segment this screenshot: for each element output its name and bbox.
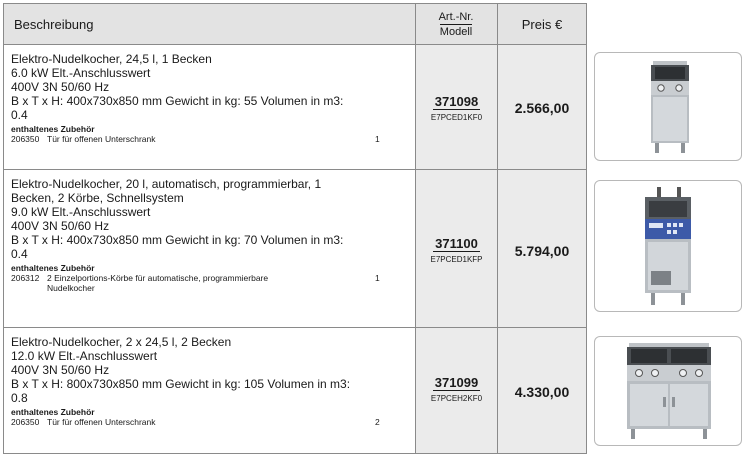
product-spec: B x T x H: 800x730x850 mm Gewicht in kg: 105 Volumen in m3:: [11, 377, 351, 391]
table-row: [4, 45, 586, 170]
accessory-text: 2 Einzelportions-Körbe für automatische, programmierbare Nudelkocher: [47, 273, 269, 293]
product-title: Elektro-Nudelkocher, 20 l, automatisch, programmierbar, 1: [11, 177, 322, 191]
accessory-text: Tür für offenen Unterschrank: [47, 134, 156, 144]
accessories-title: enthaltenes Zubehör: [11, 407, 95, 417]
product-title: Elektro-Nudelkocher, 2 x 24,5 l, 2 Becken: [11, 335, 232, 349]
article-number: 371099: [434, 375, 479, 390]
model-code: E7PCED1KF0: [430, 113, 483, 122]
accessory-qty: 1: [375, 273, 380, 283]
table-row: [4, 328, 586, 453]
table-header: [4, 4, 586, 45]
accessory-line: [11, 273, 411, 293]
description-cell: [4, 45, 415, 169]
product-image: [594, 180, 742, 312]
product-spec: 0.8: [11, 391, 28, 405]
accessory-line: [11, 417, 411, 427]
single-pasta-cooker-icon: [595, 53, 741, 160]
product-spec: 400V 3N 50/60 Hz: [11, 80, 110, 94]
product-spec: 6.0 kW Elt.-Anschlusswert: [11, 66, 151, 80]
product-spec: B x T x H: 400x730x850 mm Gewicht in kg: 70 Volumen in m3:: [11, 233, 344, 247]
table-row: [4, 170, 586, 328]
header-price: Preis €: [521, 16, 563, 32]
description-cell: [4, 328, 415, 453]
column-divider: [415, 4, 416, 453]
article-cell: [416, 45, 497, 169]
header-article-number: [416, 4, 496, 44]
price-value: 5.794,00: [514, 243, 570, 259]
article-number: 371100: [435, 236, 478, 251]
double-pasta-cooker-icon: [595, 337, 741, 445]
product-title: Elektro-Nudelkocher, 24,5 l, 1 Becken: [11, 52, 212, 66]
description-cell: [4, 170, 415, 327]
product-spec: 0.4: [11, 247, 28, 261]
product-spec: 0.4: [11, 108, 28, 122]
product-spec: 12.0 kW Elt.-Anschlusswert: [11, 349, 158, 363]
column-divider: [497, 4, 498, 453]
accessory-code: 206350: [11, 134, 40, 144]
header-art-nr: Art.-Nr.: [438, 10, 474, 23]
product-spec: B x T x H: 400x730x850 mm Gewicht in kg: 55 Volumen in m3:: [11, 94, 344, 108]
accessory-text: Tür für offenen Unterschrank: [47, 417, 156, 427]
article-cell: [416, 170, 497, 327]
accessories-title: enthaltenes Zubehör: [11, 124, 95, 134]
model-code: E7PCED1KFP: [430, 255, 483, 264]
accessories-title: enthaltenes Zubehör: [11, 263, 95, 273]
product-title: Becken, 2 Körbe, Schnellsystem: [11, 191, 184, 205]
product-image: [594, 336, 742, 446]
article-number: 371098: [434, 94, 479, 109]
model-code: E7PCEH2KF0: [430, 394, 483, 403]
price-cell: [498, 328, 586, 453]
price-cell: [498, 45, 586, 169]
article-cell: [416, 328, 497, 453]
header-model: Modell: [439, 25, 473, 38]
automatic-pasta-cooker-icon: [595, 181, 741, 311]
product-image: [594, 52, 742, 161]
accessory-code: 206350: [11, 417, 40, 427]
accessory-line: [11, 134, 411, 144]
accessory-qty: 1: [375, 134, 380, 144]
accessory-qty: 2: [375, 417, 380, 427]
product-spec: 9.0 kW Elt.-Anschlusswert: [11, 205, 151, 219]
product-spec: 400V 3N 50/60 Hz: [11, 219, 110, 233]
header-description: Beschreibung: [14, 16, 94, 32]
product-table: [3, 3, 587, 454]
price-value: 2.566,00: [514, 100, 570, 116]
product-spec: 400V 3N 50/60 Hz: [11, 363, 110, 377]
price-value: 4.330,00: [514, 384, 570, 400]
price-cell: [498, 170, 586, 327]
accessory-code: 206312: [11, 273, 40, 283]
